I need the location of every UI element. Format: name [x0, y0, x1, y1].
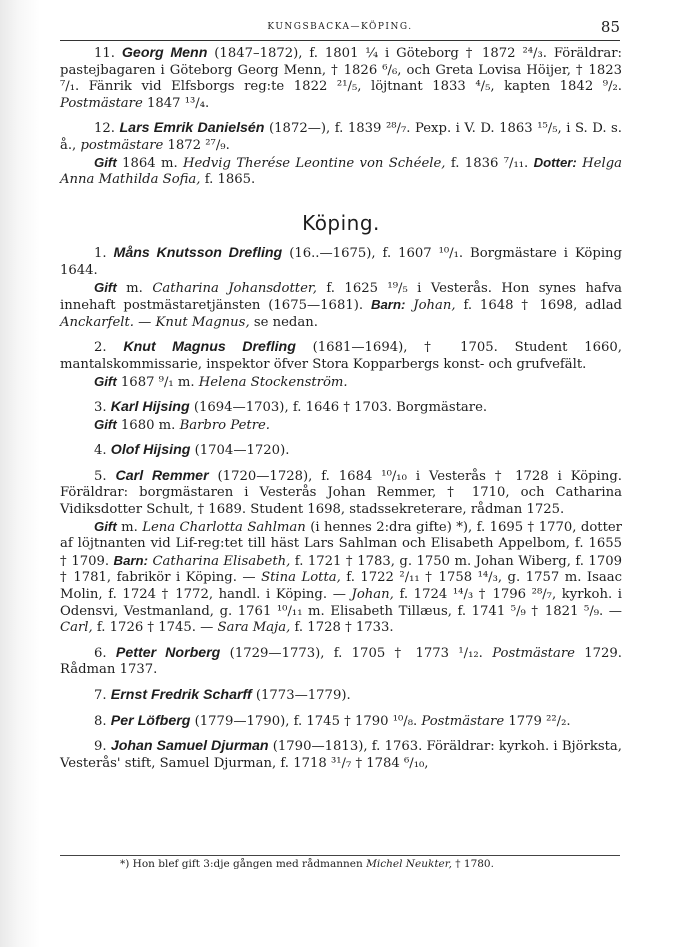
- person-name: Per Löfberg: [110, 712, 191, 729]
- entry-koping-8: [60, 713, 622, 731]
- entry-koping-2-family: [60, 374, 622, 392]
- footnote-name: Michel Neukter,: [366, 858, 452, 870]
- spacer: [60, 460, 622, 468]
- entry-koping-5: [60, 468, 622, 519]
- person-name: Petter Norberg: [115, 644, 221, 661]
- entry-text-end: 1779 ²²/₂.: [508, 713, 571, 729]
- spacer: [60, 705, 622, 713]
- child-name: Stina Lotta,: [261, 570, 341, 586]
- running-title: KUNGSBACKA—KÖPING.: [267, 22, 413, 32]
- spacer: [60, 112, 622, 120]
- gift-text: m.: [121, 519, 138, 535]
- entry-text-end: 1847 ¹³/₄.: [146, 95, 210, 111]
- person-name: Georg Menn: [121, 45, 208, 61]
- entry-number: 4.: [94, 443, 107, 459]
- child-name: Anckarfelt.: [60, 314, 134, 330]
- page-body: [60, 45, 622, 772]
- entry-number: 8.: [94, 713, 107, 729]
- entry-koping-2: [60, 339, 622, 373]
- person-name: Carl Remmer: [115, 467, 209, 484]
- person-name: Olof Hijsing: [110, 442, 191, 459]
- page-header: [60, 18, 620, 40]
- gift-label: Gift: [94, 154, 117, 170]
- child-details: f. 1728 † 1733.: [294, 620, 394, 636]
- footnote: [120, 858, 494, 870]
- entry-text: (1779—1790), f. 1745 † 1790 ¹⁰/₈.: [194, 713, 418, 729]
- child-details: f. 1648 † 1698, adlad: [463, 298, 622, 314]
- entry-number: 9.: [94, 739, 107, 755]
- spouse-name: Lena Charlotta Sahlman: [142, 519, 306, 535]
- entry-koping-3: [60, 399, 622, 417]
- spouse-name: Barbro Petre.: [179, 417, 270, 433]
- entry-number: 3.: [94, 400, 107, 416]
- entry-koping-5-family: [60, 519, 622, 637]
- footnote-end: † 1780.: [455, 858, 494, 870]
- person-name: Knut Magnus Drefling: [123, 339, 296, 356]
- entry-text: (1773—1779).: [255, 688, 351, 703]
- entry-number: 1.: [94, 246, 107, 262]
- section-title: Köping.: [302, 210, 380, 235]
- spouse-details: f. 1625 ¹⁹/₅ i Vesterås. Hon synes hafva innehaft postmästaretjänsten (1675—1681).: [60, 280, 623, 314]
- entry-kungsbacka-11: [60, 45, 622, 112]
- gift-label: Gift: [94, 279, 117, 295]
- daughter-details: f. 1865.: [204, 172, 256, 188]
- person-name: Lars Emrik Danielsén: [119, 120, 265, 137]
- person-name: Johan Samuel Djurman: [110, 738, 269, 755]
- child-name: Johan,: [351, 587, 394, 603]
- daughter-name: Helga Anna Mathilda Sofia,: [60, 155, 622, 188]
- spouse-name: Helena Stockenström.: [198, 374, 348, 390]
- role-label: postmästare: [80, 137, 164, 153]
- page-number: 85: [600, 18, 620, 36]
- person-name: Karl Hijsing: [110, 399, 190, 416]
- entry-koping-4: [60, 442, 622, 460]
- child-name: Carl,: [60, 620, 93, 636]
- barn-label: Barn:: [370, 297, 406, 313]
- child-details: se nedan.: [253, 314, 318, 330]
- entry-text: (1872—), f. 1839 ²⁸/₇. Pexp. i V. D. 1863 ¹⁵/₅, i S. D. s. å.,: [60, 121, 623, 153]
- dash: —: [133, 314, 156, 330]
- entry-kungsbacka-12-family: [60, 155, 622, 189]
- spouse-details: (i hennes 2:dra gifte) *), f. 1695 † 1770, dotter af löjtnanten vid Lif-reg:tet till häst Lars Sahlman och Elisabeth Appelbom, f. 1655 † 1709.: [60, 519, 622, 569]
- gift-label: Gift: [94, 518, 117, 534]
- child-name: Catharina Elisabeth,: [152, 553, 291, 569]
- person-name: Måns Knutsson Drefling: [113, 245, 283, 262]
- spouse-name: Catharina Johansdotter,: [152, 280, 317, 296]
- gift-text: m.: [126, 280, 143, 296]
- spacer: [60, 730, 622, 738]
- gift-text: 1680 m.: [120, 417, 176, 433]
- spacer: [60, 434, 622, 442]
- footnote-rule: [60, 855, 620, 856]
- spacer: [60, 637, 622, 645]
- barn-label: Barn:: [113, 552, 148, 568]
- child-name: Johan,: [413, 298, 456, 314]
- role-label: Postmästare: [60, 95, 143, 111]
- spacer: [60, 391, 622, 399]
- spacer: [60, 331, 622, 339]
- person-name: Ernst Fredrik Scharff: [110, 687, 252, 703]
- footnote-text: *) Hon blef gift 3:dje gången med rådmannen: [120, 858, 363, 870]
- child-name: Sara Maja,: [217, 620, 291, 636]
- header-rule: [60, 40, 620, 41]
- entry-number: 6.: [94, 645, 107, 661]
- entry-text: (1847–1872), f. 1801 ¼ i Göteborg † 1872 ²⁴/₃. Föräldrar: pastejbagaren i Göteborg Georg Menn, † 1826 ⁶/₆, och Greta Lovisa Höijer, † 1823 ⁷/₁. Fänrik vid Elfsborgs reg:te 1822 ²¹/₅, löjtnant 1833 ⁴/₅, kapten 1842 ⁹/₂.: [60, 46, 622, 95]
- child-details: f. 1726 † 1745. —: [96, 620, 214, 636]
- entry-koping-1-family: [60, 280, 622, 332]
- child-details: f. 1721 † 1783, g. 1750 m. Johan Wiberg, f. 1709 † 1781, fabrikör i Köping. —: [60, 553, 622, 586]
- entry-number: 7.: [94, 688, 107, 703]
- entry-text: (1720—1728), f. 1684 ¹⁰/₁₀ i Vesterås † 1728 i Köping. Föräldrar: borgmästaren i Vesterås Johan Remmer, † 1710, och Catharina Vidiksdotter Schult, † 1689. Student 1698, stadssekreterare, rådman 1725.: [60, 468, 622, 518]
- entry-koping-3-family: [60, 417, 622, 435]
- entry-text-end: 1729. Rådman 1737.: [60, 645, 623, 678]
- entry-text: (1694—1703), f. 1646 † 1703. Borgmästare.: [193, 400, 488, 416]
- entry-koping-1: [60, 245, 622, 279]
- entry-text: (1790—1813), f. 1763. Föräldrar: kyrkoh. i Björksta, Vesterås' stift, Samuel Djurman, f. 1718 ³¹/₇ † 1784 ⁶/₁₀,: [60, 739, 622, 771]
- entry-text: (1681—1694), † 1705. Student 1660, mantalskommissarie, inspektor öfver Stora Kopparbergs konst- och grufvefält.: [60, 340, 622, 372]
- entry-text: (1729—1773), f. 1705 † 1773 ¹/₁₂.: [229, 645, 483, 661]
- entry-koping-6: [60, 645, 622, 679]
- child-details: f. 1724 ¹⁴/₃ † 1796 ²⁸/₇, kyrkoh. i Odensvi, Vestmanland, g. 1761 ¹⁰/₁₁ m. Elisabeth Tillæus, f. 1741 ⁵/₉ † 1821 ⁵/₉. —: [60, 587, 622, 619]
- gift-label: Gift: [94, 373, 117, 389]
- spouse-details: f. 1836 ⁷/₁₁.: [450, 155, 529, 171]
- dotter-label: Dotter:: [533, 154, 577, 170]
- gift-text: 1864 m.: [122, 155, 178, 171]
- entry-kungsbacka-12: [60, 120, 622, 154]
- entry-text: (1704—1720).: [194, 443, 290, 459]
- entry-number: 2.: [94, 340, 107, 356]
- entry-text: (16..—1675), f. 1607 ¹⁰/₁. Borgmästare i Köping 1644.: [60, 246, 622, 278]
- role-label: Postmästare: [421, 713, 505, 729]
- gift-text: 1687 ⁹/₁ m.: [120, 374, 195, 390]
- entry-number: 12.: [94, 121, 115, 137]
- entry-koping-9: [60, 738, 622, 772]
- entry-koping-7: [60, 687, 622, 705]
- child-details: f. 1722 ²/₁₁ † 1758 ¹⁴/₃, g. 1757 m. Isaac Molin, f. 1724 † 1772, handl. i Köping. —: [60, 570, 622, 603]
- entry-number: 11.: [94, 46, 115, 61]
- child-name: Knut Magnus,: [155, 314, 250, 330]
- role-label: Postmästare: [492, 645, 575, 661]
- entry-text-end: 1872 ²⁷/₉.: [167, 137, 230, 153]
- gift-label: Gift: [94, 416, 117, 432]
- entry-number: 5.: [94, 468, 107, 484]
- spacer: [60, 679, 622, 687]
- spouse-name: Hedvig Therése Leontine von Schéele,: [183, 155, 446, 171]
